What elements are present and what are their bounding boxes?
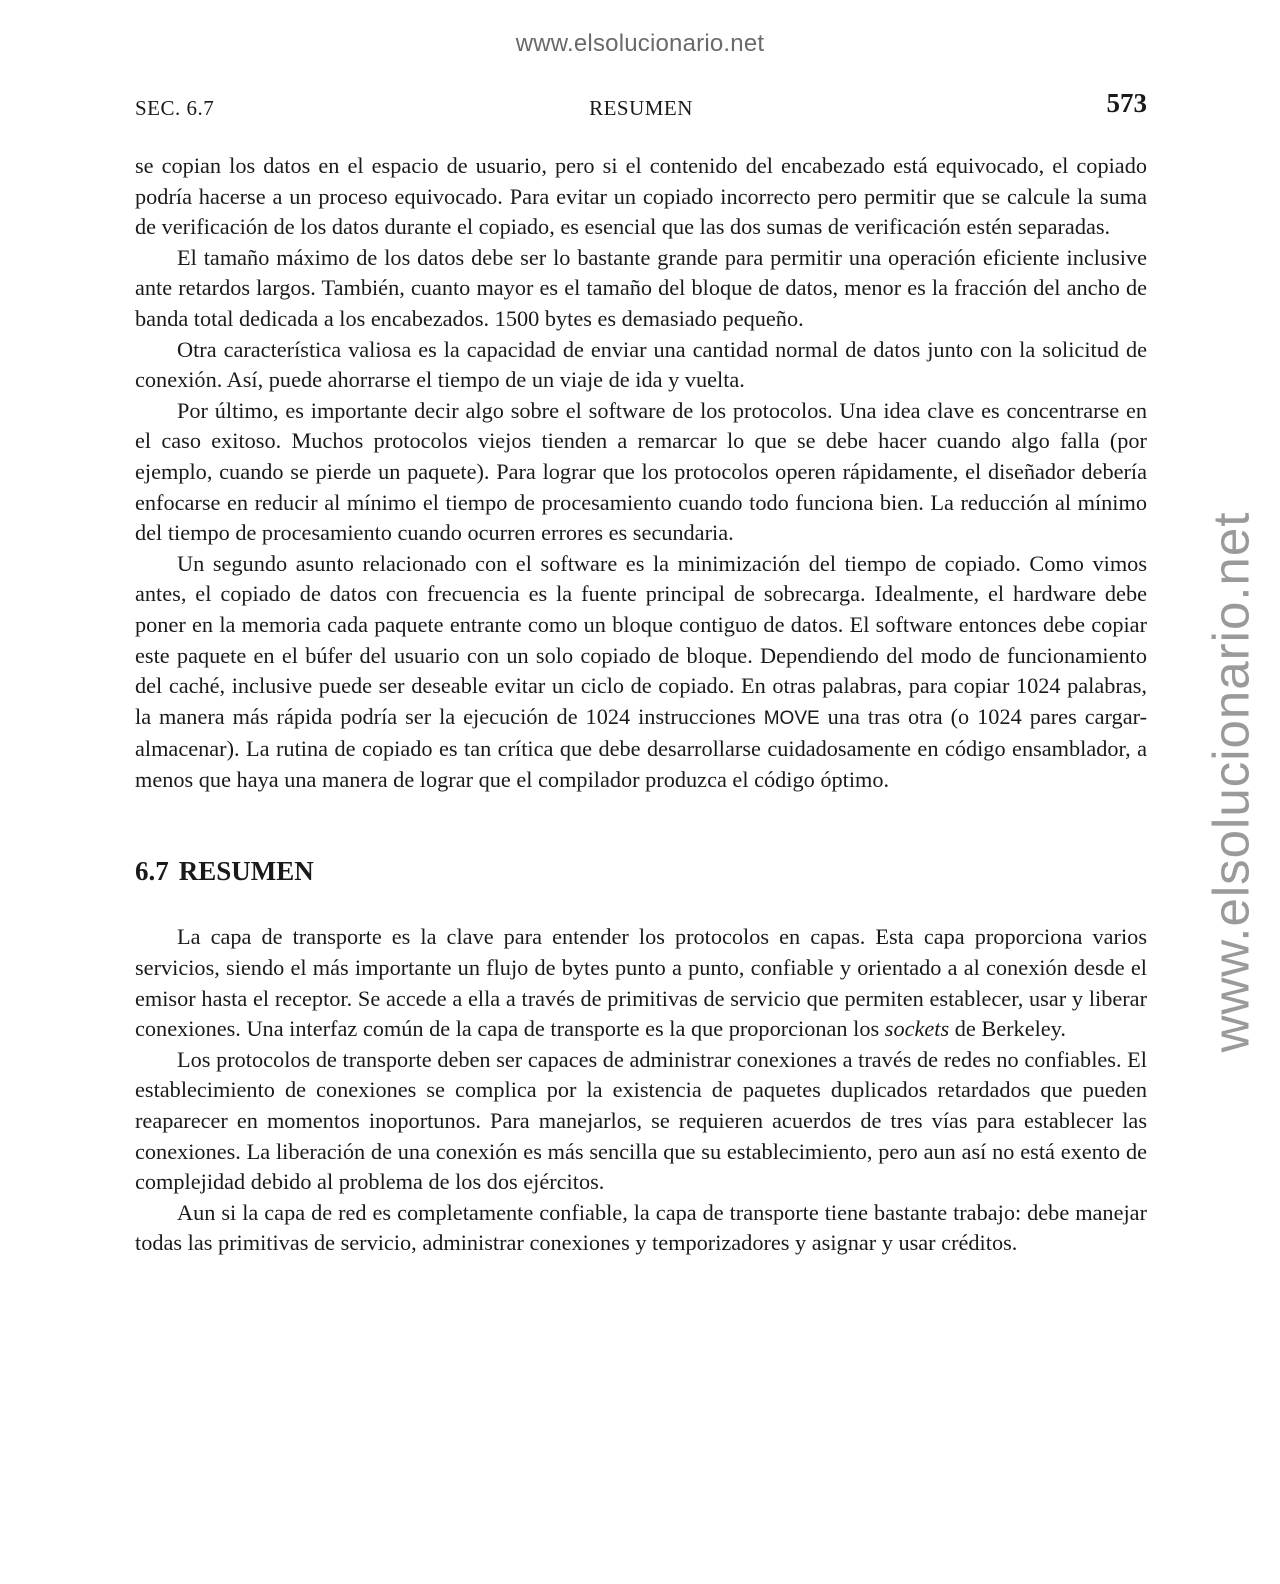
running-head-section: SEC. 6.7	[135, 96, 215, 120]
section-number: 6.7	[135, 856, 169, 887]
section-title: RESUMEN	[178, 856, 314, 887]
watermark-top: www.elsolucionario.net	[515, 30, 765, 57]
code-move: MOVE	[763, 707, 820, 729]
paragraph-connection-request: Otra característica valiosa es la capacidad de enviar una cantidad normal de datos junto con la solicitud de conexión. Así, puede ahorrarse el tiempo de un viaje de ida y vuelta.	[135, 336, 1147, 393]
summary-paragraph-transport-work: Aun si la capa de red es completamente confiable, la capa de transporte tiene bastante trabajo: debe manejar todas las primitivas de servicio, administrar conexiones y temporizadores y asignar y usar créditos.	[135, 1199, 1147, 1256]
summary-paragraph-text-1: La capa de transporte es la clave para entender los protocolos en capas. Esta capa proporciona varios servicios, siendo el más importante un flujo de bytes punto a punto, confiable y orientado a al conexión desde el emisor hasta el receptor. Se accede a ella a través de primitivas de servicio que permiten establecer, usar y liberar conexiones. Una interfaz común de la capa de transporte es la que proporcionan los	[135, 924, 1147, 1042]
summary-paragraph-text-2: de Berkeley.	[949, 1016, 1066, 1042]
summary-paragraph-connection-management: Los protocolos de transporte deben ser capaces de administrar conexiones a través de redes no confiables. El establecimiento de conexiones se complica por la existencia de paquetes duplicados retardados que pueden reaparecer en momentos inoportunos. Para manejarlos, se requieren acuerdos de tres vías para establecer las conexiones. La liberación de una conexión es más sencilla que su establecimiento, pero aun así no está exento de complejidad debido al problema de los dos ejércitos.	[135, 1046, 1147, 1195]
section-heading	[135, 854, 1147, 888]
sockets-term: sockets	[884, 1016, 950, 1042]
paragraph-protocol-software: Por último, es importante decir algo sobre el software de los protocolos. Una idea clave es concentrarse en el caso exitoso. Muchos protocolos viejos tienden a remarcar lo que se debe hacer cuando algo falla (por ejemplo, cuando se pierde un paquete). Para lograr que los protocolos operen rápidamente, el diseñador debería enfocarse en reducir al mínimo el tiempo de procesamiento cuando todo funciona bien. La reducción al mínimo del tiempo de procesamiento cuando ocurren errores es secundaria.	[135, 397, 1147, 546]
summary-paragraph-transport-layer	[135, 922, 1147, 1044]
paragraph-copy-time-text-2: una tras otra (o 1024 pares cargar-almacenar). La rutina de copiado es tan crítica que debe desarrollarse cuidadosamente en código ensamblador, a menos que haya una manera de lograr que el compilador produzca el código óptimo.	[135, 703, 1147, 792]
running-head	[135, 88, 1147, 122]
running-head-title: RESUMEN	[589, 96, 693, 120]
watermark-side: www.elsolucionario.net	[1202, 511, 1260, 1053]
paragraph-continued: se copian los datos en el espacio de usuario, pero si el contenido del encabezado está equivocado, el copiado podría hacerse a un proceso equivocado. Para evitar un copiado incorrecto pero permitir que se calcule la suma de verificación de los datos durante el copiado, es esencial que las dos sumas de verificación estén separadas.	[135, 153, 1147, 240]
page-number: 573	[1106, 88, 1147, 118]
paragraph-copy-time-text-1: Un segundo asunto relacionado con el software es la minimización del tiempo de copiado. Como vimos antes, el copiado de datos con frecuencia es la fuente principal de sobrecarga. Idealmente, el hardware debe poner en la memoria cada paquete entrante como un bloque contiguo de datos. El software entonces debe copiar este paquete en el búfer del usuario con un solo copiado de bloque. Dependiendo del modo de funcionamiento del caché, inclusive puede ser deseable evitar un ciclo de copiado. En otras palabras, para copiar 1024 palabras, la manera más rápida podría ser la ejecución de 1024 instrucciones	[135, 550, 1147, 729]
paragraph-max-data-size: El tamaño máximo de los datos debe ser lo bastante grande para permitir una operación eficiente inclusive ante retardos largos. También, cuanto mayor es el tamaño del bloque de datos, menor es la fracción del ancho de banda total dedicada a los encabezados. 1500 bytes es demasiado pequeño.	[135, 244, 1147, 331]
page-content	[135, 151, 1147, 1259]
paragraph-copy-time	[135, 549, 1147, 796]
